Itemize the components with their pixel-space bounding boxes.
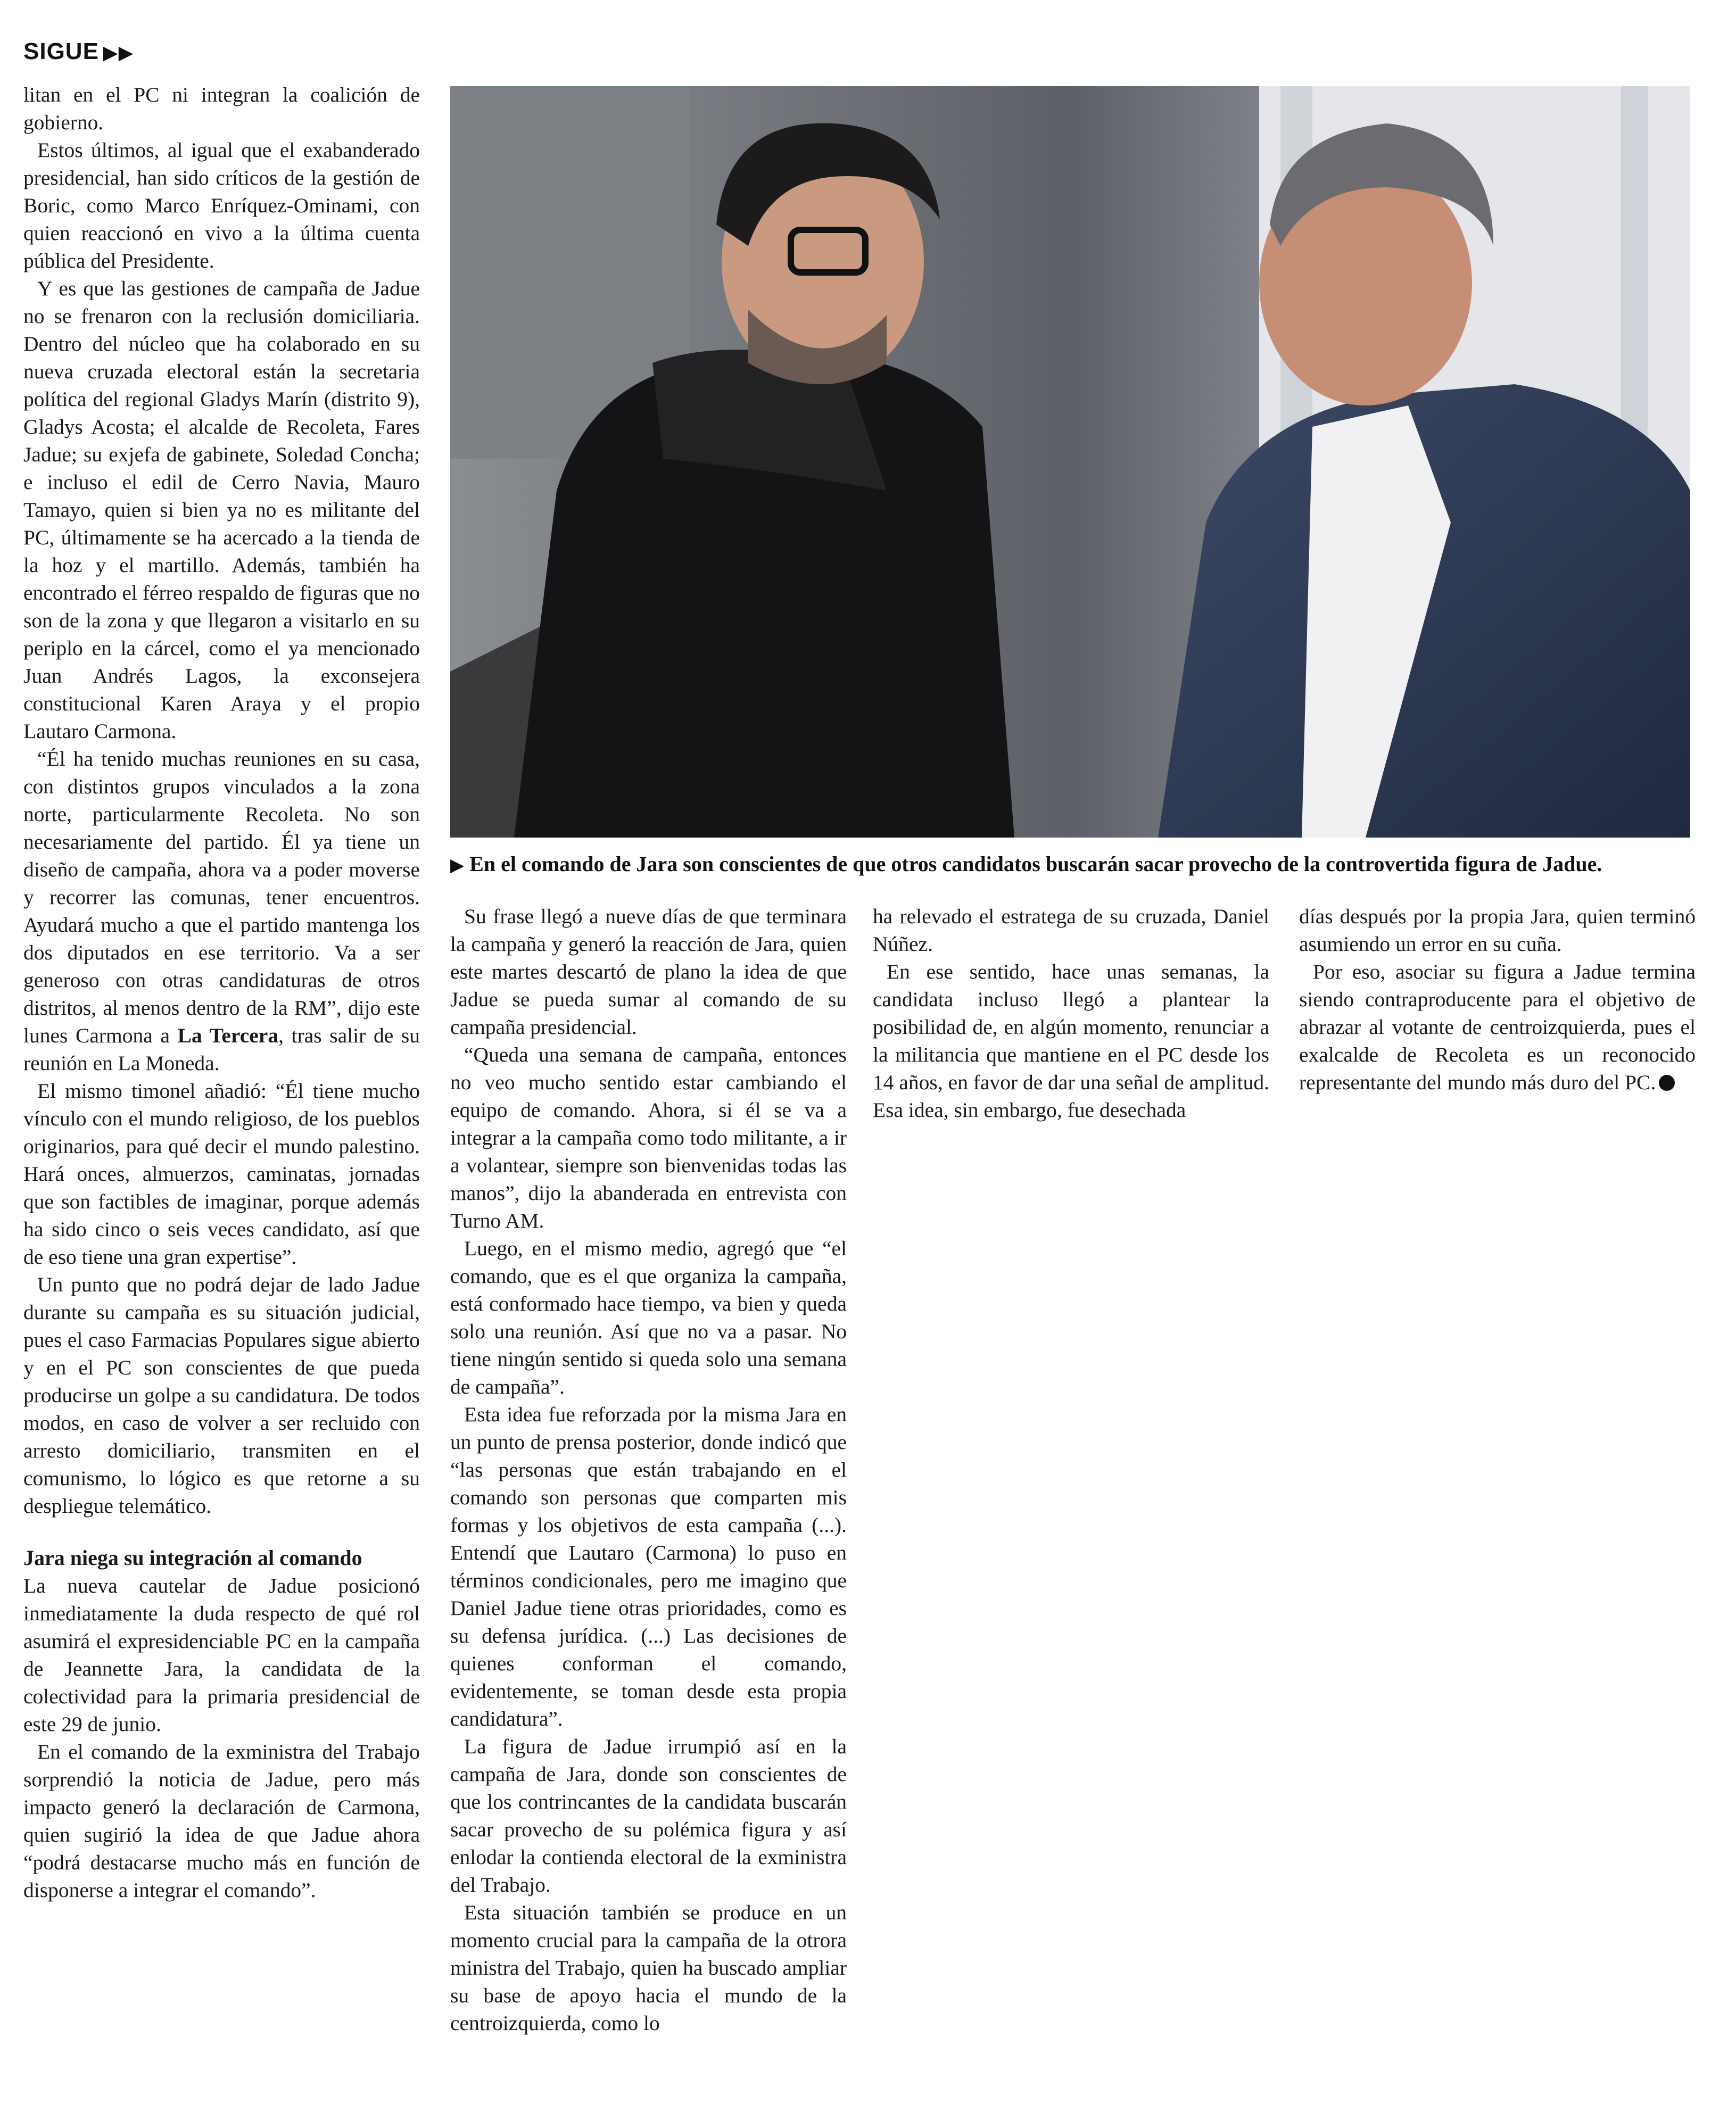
paragraph: En ese sentido, hace unas semanas, la candidata incluso llegó a plantear la posibilidad de, en algún momento, renunciar a la militancia que mantiene en el PC desde los 14 años, en favor de dar una señal de amplitud. Esa idea, sin embargo, fue desechada — [873, 960, 1269, 1122]
section-marker — [23, 38, 134, 65]
paragraph-text: “Él ha tenido muchas reuniones en su casa, con distintos grupos vinculados a la zona norte, particularmente Recoleta. No son necesariamente del partido. Él ya tiene un diseño de campaña, ahora va a poder moverse y recorrer las comunas, tener encuentros. Ayudará mucho a que el partido mantenga los dos diputados en ese territorio. Va a ser generoso con otras candidaturas de otros distritos, al menos dentro de la RM”, dijo este lunes Carmona a — [23, 747, 420, 1047]
paragraph-text: Por eso, asociar su figura a Jadue termina siendo contraproducente para el objetivo de abrazar al votante de centroizquierda, pues el exalcalde de Recoleta es un reconocido representante del mundo más duro del PC. — [1299, 960, 1696, 1094]
paragraph: La figura de Jadue irrumpió así en la campaña de Jara, donde son conscientes de que los contrincantes de la candidata buscarán sacar provecho de su polémica figura y así enlodar la contienda electoral de la exministra del Trabajo. — [450, 1735, 847, 1896]
paragraph-end — [1299, 958, 1696, 1096]
photo-caption — [450, 850, 1712, 880]
paragraph-text: , tras salir de su reunión en La Moneda. — [23, 1024, 420, 1075]
subheading: Jara niega su integración al comando — [23, 1546, 362, 1570]
article-column-4 — [1299, 902, 1696, 1096]
publication-name: La Tercera — [177, 1024, 279, 1047]
caption-text: En el comando de Jara son conscientes de que otros candidatos buscarán sacar provecho de la controvertida figura de Jadue. — [469, 852, 1602, 876]
end-mark-icon — [1659, 1075, 1675, 1091]
news-photo — [450, 86, 1690, 838]
paragraph: Estos últimos, al igual que el exabanderado presidencial, han sido críticos de la gestión de Boric, como Marco Enríquez-Ominami, con quien reaccionó en vivo a la última cuenta pública del Presidente. — [23, 138, 420, 272]
paragraph: días después por la propia Jara, quien terminó asumiendo un error en su cuña. — [1299, 905, 1696, 956]
forward-arrows-icon: ▶▶ — [103, 42, 134, 63]
sigue-label: SIGUE — [23, 38, 99, 64]
article-column-2 — [450, 902, 847, 2037]
paragraph: Luego, en el mismo medio, agregó que “el comando, que es el que organiza la campaña, está conformado hace tiempo, va bien y queda solo una reunión. Así que no va a pasar. No tiene ningún sentido si queda solo una semana de campaña”. — [450, 1237, 847, 1398]
paragraph-quote — [23, 745, 420, 1077]
paragraph: Su frase llegó a nueve días de que terminara la campaña y generó la reacción de Jara, quien este martes descartó de plano la idea de que Jadue se pueda sumar al comando de su campaña presidencial. — [450, 905, 847, 1039]
paragraph: Y es que las gestiones de campaña de Jadue no se frenaron con la reclusión domiciliaria. Dentro del núcleo que ha colaborado en su nueva cruzada electoral están la secretaria política del regional Gladys Marín (distrito 9), Gladys Acosta; el alcalde de Recoleta, Fares Jadue; su exjefa de gabinete, Soledad Concha; e incluso el edil de Cerro Navia, Mauro Tamayo, quien si bien ya no es militante del PC, últimamente se ha acercado a la tienda de la hoz y el martillo. Además, también ha encontrado el férreo respaldo de figuras que no son de la zona y que llegaron a visitarlo en su periplo en la cárcel, como el ya mencionado Juan Andrés Lagos, la exconsejera constitucional Karen Araya y el propio Lautaro Carmona. — [23, 277, 420, 743]
paragraph: Esta idea fue reforzada por la misma Jara en un punto de prensa posterior, donde indicó que “las personas que están trabajando en el comando son personas que comparten mis formas y los objetivos de esta campaña (...). Entendí que Lautaro (Carmona) lo puso en términos condicionales, pero me imagino que Daniel Jadue tiene otras prioridades, como es su defensa jurídica. (...) Las decisiones de quienes conforman el comando, evidentemente, se toman desde esta propia candidatura”. — [450, 1403, 847, 1730]
paragraph: Esta situación también se produce en un momento crucial para la campaña de la otrora ministra del Trabajo, quien ha buscado ampliar su base de apoyo hacia el mundo de la centroizquierda, como lo — [450, 1901, 847, 2035]
caption-triangle-icon: ▶ — [450, 856, 465, 875]
paragraph: La nueva cautelar de Jadue posicionó inmediatamente la duda respecto de qué rol asumirá el expresidenciable PC en la campaña de Jeannette Jara, la candidata de la colectividad para la primaria presidencial de este 29 de junio. — [23, 1574, 420, 1736]
paragraph: ha relevado el estratega de su cruzada, Daniel Núñez. — [873, 905, 1269, 956]
paragraph: Un punto que no podrá dejar de lado Jadue durante su campaña es su situación judicial, pues el caso Farmacias Populares sigue abierto y en el PC son conscientes de que pueda producirse un golpe a su candidatura. De todos modos, en caso de volver a ser recluido con arresto domiciliario, transmiten en el comunismo, lo lógico es que retorne a su despliegue telemático. — [23, 1273, 420, 1518]
paragraph: En el comando de la exministra del Trabajo sorprendió la noticia de Jadue, pero más impacto generó la declaración de Carmona, quien sugirió la idea de que Jadue ahora “podrá destacarse mucho más en función de disponerse a integrar el comando”. — [23, 1740, 420, 1902]
paragraph: El mismo timonel añadió: “Él tiene mucho vínculo con el mundo religioso, de los pueblos originarios, para qué decir el mundo palestino. Hará onces, almuerzos, caminatas, jornadas que son factibles de imaginar, porque además ha sido cinco o seis veces candidato, así que de eso tiene una gran expertise”. — [23, 1079, 420, 1269]
paragraph: “Queda una semana de campaña, entonces no veo mucho sentido estar cambiando el equipo de comando. Ahora, si él se va a integrar a la campaña como todo militante, a ir a volantear, siempre son bienvenidas todas las manos”, dijo la abanderada en entrevista con Turno AM. — [450, 1043, 847, 1232]
article-column-3 — [873, 902, 1269, 1124]
article-column-1 — [23, 81, 420, 1904]
paragraph: litan en el PC ni integran la coalición de gobierno. — [23, 83, 420, 134]
photo-icon — [450, 86, 1690, 838]
